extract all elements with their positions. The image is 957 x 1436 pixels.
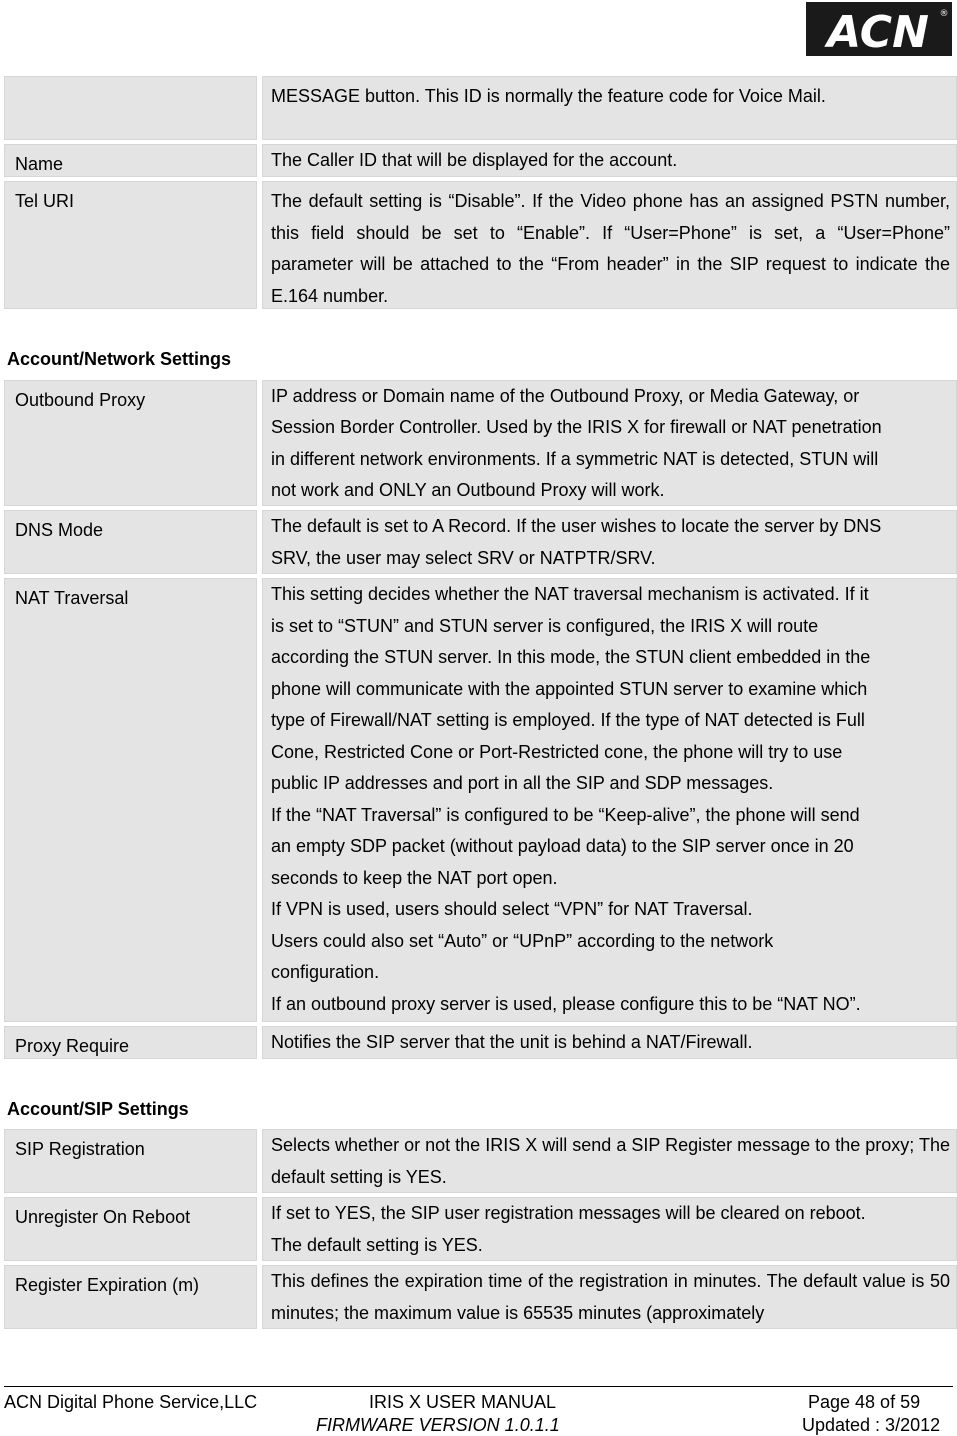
- row-description: If set to YES, the SIP user registration messages will be cleared on reboot. The default setting is YES.: [262, 1197, 957, 1261]
- row-label: Register Expiration (m): [4, 1265, 257, 1329]
- table-row: [4, 76, 957, 140]
- row-label: DNS Mode: [4, 510, 257, 574]
- section-heading-network: Account/Network Settings: [7, 349, 232, 369]
- logo-wordmark: ACN: [827, 7, 929, 56]
- table-row: [4, 578, 957, 1022]
- footer-manual-title: IRIS X USER MANUAL: [369, 1392, 557, 1412]
- row-description: Notifies the SIP server that the unit is behind a NAT/Firewall.: [262, 1026, 957, 1059]
- row-description: This setting decides whether the NAT traversal mechanism is activated. If it is set to “STUN” and STUN server is configured, the IRIS X will route according the STUN server. In this mode, the STUN client embedded in the phone will communicate with the appointed STUN server to examine which type of Firewall/NAT setting is employed. If the type of NAT detected is Full Cone, Restricted Cone or Port-Restricted cone, the phone will try to use public IP addresses and port in all the SIP and SDP messages. If the “NAT Traversal” is configured to be “Keep-alive”, the phone will send an empty SDP packet (without payload data) to the SIP server once in 20 seconds to keep the NAT port open. If VPN is used, users should select “VPN” for NAT Traversal. Users could also set “Auto” or “UPnP” according to the network configuration. If an outbound proxy server is used, please configure this to be “NAT NO”.: [262, 578, 957, 1022]
- row-label: Unregister On Reboot: [4, 1197, 257, 1261]
- footer-page-number: Page 48 of 59: [808, 1392, 921, 1412]
- table-row: [4, 510, 957, 574]
- account-table-continued: [4, 76, 957, 309]
- section-heading-sip: Account/SIP Settings: [7, 1099, 189, 1119]
- registered-mark: ®: [939, 9, 949, 19]
- row-label: SIP Registration: [4, 1129, 257, 1193]
- sip-settings-table: [4, 1129, 957, 1329]
- row-label: Name: [4, 144, 257, 177]
- table-row: [4, 1197, 957, 1261]
- network-settings-table: [4, 380, 957, 1059]
- table-row: [4, 181, 957, 309]
- table-row: [4, 1026, 957, 1059]
- row-description: MESSAGE button. This ID is normally the feature code for Voice Mail.: [262, 76, 957, 140]
- row-label: Tel URI: [4, 181, 257, 309]
- footer-company: ACN Digital Phone Service,LLC: [4, 1392, 258, 1412]
- row-label: NAT Traversal: [4, 578, 257, 1022]
- acn-logo: [806, 2, 952, 56]
- row-description: The default is set to A Record. If the user wishes to locate the server by DNS SRV, the user may select SRV or NATPTR/SRV.: [262, 510, 957, 574]
- row-label: Proxy Require: [4, 1026, 257, 1059]
- footer-updated-date: Updated : 3/2012: [802, 1415, 941, 1435]
- table-row: [4, 144, 957, 177]
- row-description: Selects whether or not the IRIS X will send a SIP Register message to the proxy; The default setting is YES.: [262, 1129, 957, 1193]
- row-description: This defines the expiration time of the registration in minutes. The default value is 50 minutes; the maximum value is 65535 minutes (approximately: [262, 1265, 957, 1329]
- table-row: [4, 380, 957, 506]
- row-description: IP address or Domain name of the Outbound Proxy, or Media Gateway, or Session Border Controller. Used by the IRIS X for firewall or NAT penetration in different network environments. If a symmetric NAT is detected, STUN will not work and ONLY an Outbound Proxy will work.: [262, 380, 957, 506]
- row-label: [4, 76, 257, 140]
- table-row: [4, 1129, 957, 1193]
- table-row: [4, 1265, 957, 1329]
- row-label: Outbound Proxy: [4, 380, 257, 506]
- footer-rule: [4, 1386, 953, 1387]
- row-description: The default setting is “Disable”. If the Video phone has an assigned PSTN number, this field should be set to “Enable”. If “User=Phone” is set, a “User=Phone” parameter will be attached to the “From header” in the SIP request to indicate the E.164 number.: [262, 181, 957, 309]
- row-description: The Caller ID that will be displayed for the account.: [262, 144, 957, 177]
- footer-firmware-version: FIRMWARE VERSION 1.0.1.1: [316, 1415, 560, 1435]
